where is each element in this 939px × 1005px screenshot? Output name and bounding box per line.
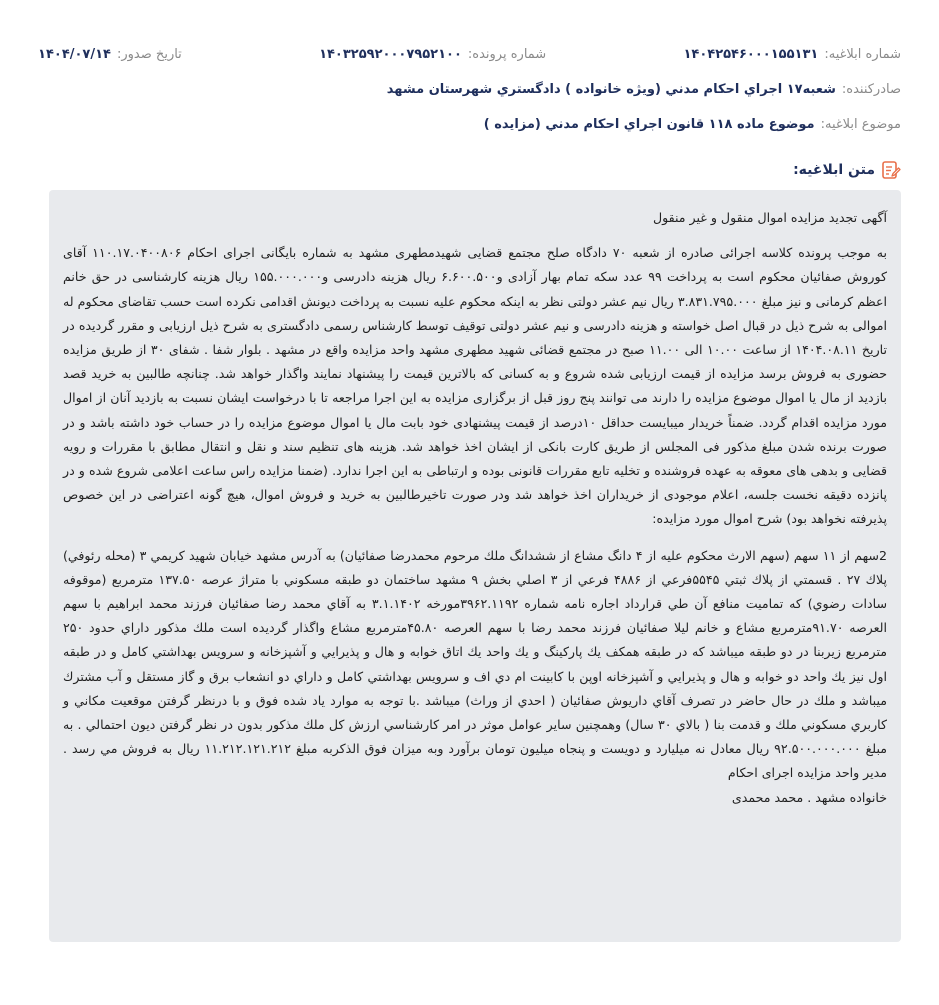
issue-date-label: تاریخ صدور:: [117, 47, 182, 62]
auction-paragraph: به موجب پرونده کلاسه اجرائی صادره از شعبه ۷۰ دادگاه صلح مجتمع قضایی شهیدمطهری مشهد به شماره بایگانی اجرای احکام ۱۱۰.۱۷.۰۴۰۰۸۰۶ آقای کوروش صفائیان محکوم است به پرداخت ۹۹ عدد سکه تمام بهار آزادی و۶.۶۰۰.۵۰۰ ریال هزینه دادرسی و۱۵۵.۰۰۰.۰۰۰ ریال هزینه کارشناسی در حق خانم اعظم کرمانی و نیز مبلغ ۳.۸۳۱.۷۹۵.۰۰۰ ریال نیم عشر دولتی نظر به اینکه محکوم علیه نسبت به پرداخت دیونش اقدامی نکرده است حسب تقاضای محکوم له اموالی به شرح ذیل در قبال اصل خواسته و هزینه دادرسی و نیم عشر دولتی توقیف توسط کارشناس رسمی دادگستری به شرح ذیل ارزیابی و مقرر گردیده در تاریخ ۱۴۰۴.۰۸.۱۱ از ساعت ۱۰.۰۰ الی ۱۱.۰۰ صبح در مجتمع قضائی شهید مطهری مشهد واحد مزایده واقع در مشهد . بلوار شفا . شفای ۳۰ از طریق مزایده حضوری به فروش برسد مزایده از قیمت ارزیابی شده شروع و به کسانی که بالاترین قیمت را پیشنهاد نمایند واگذار خواهد شد. چنانچه طالبین به خرید قصد بازدید از مال یا اموال موضوع مزایده را دارند می توانند پنج روز قبل از برگزاری مزایده به این اجرا مراجعه تا با درخواست ایشان نسبت به بازدید آنان از اموال مورد مزایده اقدام گردد. ضمناً خریدار میبایست حداقل ۱۰درصد از قیمت پیشنهادی خود بابت مال یا اموال موضوع مزایده را در حساب خود داشته باشد و در صورت برنده شدن مبلغ مذکور فی المجلس از طریق کارت بانکی از ایشان اخذ خواهد شد. هزینه های تنظیم سند و نقل و انتقال مطابق با مقررات و رویه قضایی و بدهی های معوقه به عهده فروشنده و تخلیه تابع مقررات قانونی بوده و ارتباطی به این اجرا ندارد. (ضمنا مزایده راس ساعت اعلامی شروع شده و در پانزده دقیقه نخست جلسه، اعلام موجودی از خریداران اخذ خواهد شد ودر صورت تاخیرطالبین به خرید و فروش اموال، هیچ گونه اعتراضی در این خصوص پذیرفته نخواهد بود) شرح اموال مورد مزایده:: [63, 245, 887, 527]
notice-number-value: ۱۴۰۴۲۵۴۶۰۰۰۱۵۵۱۳۱: [683, 47, 819, 62]
issue-date-group: [38, 45, 182, 65]
header-top-row: [38, 45, 901, 65]
document-edit-icon: [881, 160, 901, 180]
notice-text-heading: [793, 160, 901, 180]
signature-line-2: خانواده مشهد . محمد محمدی: [731, 789, 887, 805]
signature-line-1: مدير واحد مزايده اجرای احکام: [727, 765, 887, 781]
subject-label: موضوع ابلاغیه:: [820, 117, 901, 132]
issuer-value: شعبه۱۷ اجراي احكام مدني (ويژه خانواده ) دادگستري شهرستان مشهد: [386, 82, 836, 97]
case-number-group: [319, 45, 546, 65]
property-description: [63, 544, 887, 786]
issuer-row: [38, 80, 901, 100]
case-number-value: ۱۴۰۳۲۵۹۲۰۰۰۷۹۵۲۱۰۰: [319, 47, 462, 62]
issuer-label: صادرکننده:: [841, 82, 901, 97]
notice-number-label: شماره ابلاغیه:: [824, 47, 901, 62]
case-number-label: شماره پرونده:: [467, 47, 547, 62]
notice-number-group: [683, 45, 901, 65]
notice-text-title: متن ابلاغیه:: [793, 162, 875, 178]
subject-row: [38, 115, 901, 135]
notice-text-box: [49, 190, 901, 942]
issue-date-value: ۱۴۰۴/۰۷/۱۴: [38, 47, 111, 62]
subject-value: موضوع ماده ۱۱۸ قانون اجراي احكام مدني (مزايده ): [483, 117, 815, 132]
ad-title: آگهی تجدید مزایده اموال منقول و غیر منقول: [652, 210, 887, 225]
property-description-text: 2سهم از ۱۱ سهم (سهم الارث محکوم علیه از ۴ دانگ مشاع از ششدانگ ملك مرحوم محمدرضا صفائيان) به آدرس مشهد خيابان شهيد كريمي ۳ (محله رئوفي) پلاك ۲۷ . قسمتي از پلاك ثبتي ۵۵۴۵فرعي از ۴۸۸۶ فرعي از ۳ اصلي بخش ۹ مشهد ساختمان دو طبقه مسكوني با متراژ عرصه ۱۳۷.۵۰ مترمربع (موقوفه سادات رضوي) كه تماميت منافع آن طي قرارداد اجاره نامه شماره ۳۹۶۲.۱۱۹۲مورخه ۳.۱.۱۴۰۲ به آقاي محمد رضا صفائيان فرزند محمد ابراهيم با سهم العرصه ۹۱.۷۰مترمربع مشاع و خانم ليلا صفائيان فرزند محمد رضا با سهم العرصه ۴۵.۸۰مترمربع مشاع واگذار گرديده است ملك مذكور داراي حدود ۲۵۰ مترمربع زيربنا در دو طبقه ميباشد كه در طبقه همكف يك پاركينگ و يك واحد يك اتاق خوابه و هال و پذيرايي و آشپزخانه و سرويس بهداشتي كامل و در طبقه اول نيز يك واحد دو خوابه و هال و پذيرايي و آشپزخانه اوپن با كابينت ام دي اف و سرويس بهداشتي كامل و داراي دو انشعاب برق و گاز مستقل و آب مشترك ميباشد و ملك در حال حاضر در تصرف آقاي داريوش صفائيان ( احدي از وراث) ميباشد .با توجه به موارد ياد شده فوق و با درنظر گرفتن موقعيت مكاني و كاربري مسكوني ملك و قدمت بنا ( بالاي ۳۰ سال) وهمچنين ساير عوامل موثر در امر كارشناسي ارزش كل ملك مذكور بدون در نظر گرفتن ديون احتمالي . به مبلغ ۹۲.۵۰۰.۰۰۰.۰۰۰ ريال معادل نه ميليارد و دويست و پنجاه ميليون تومان برآورد وبه ميزان فوق الذكربه مبلغ ۱۱.۲۱۲.۱۲۱.۲۱۲ ريال به فروش مي رسد .: [63, 547, 888, 757]
